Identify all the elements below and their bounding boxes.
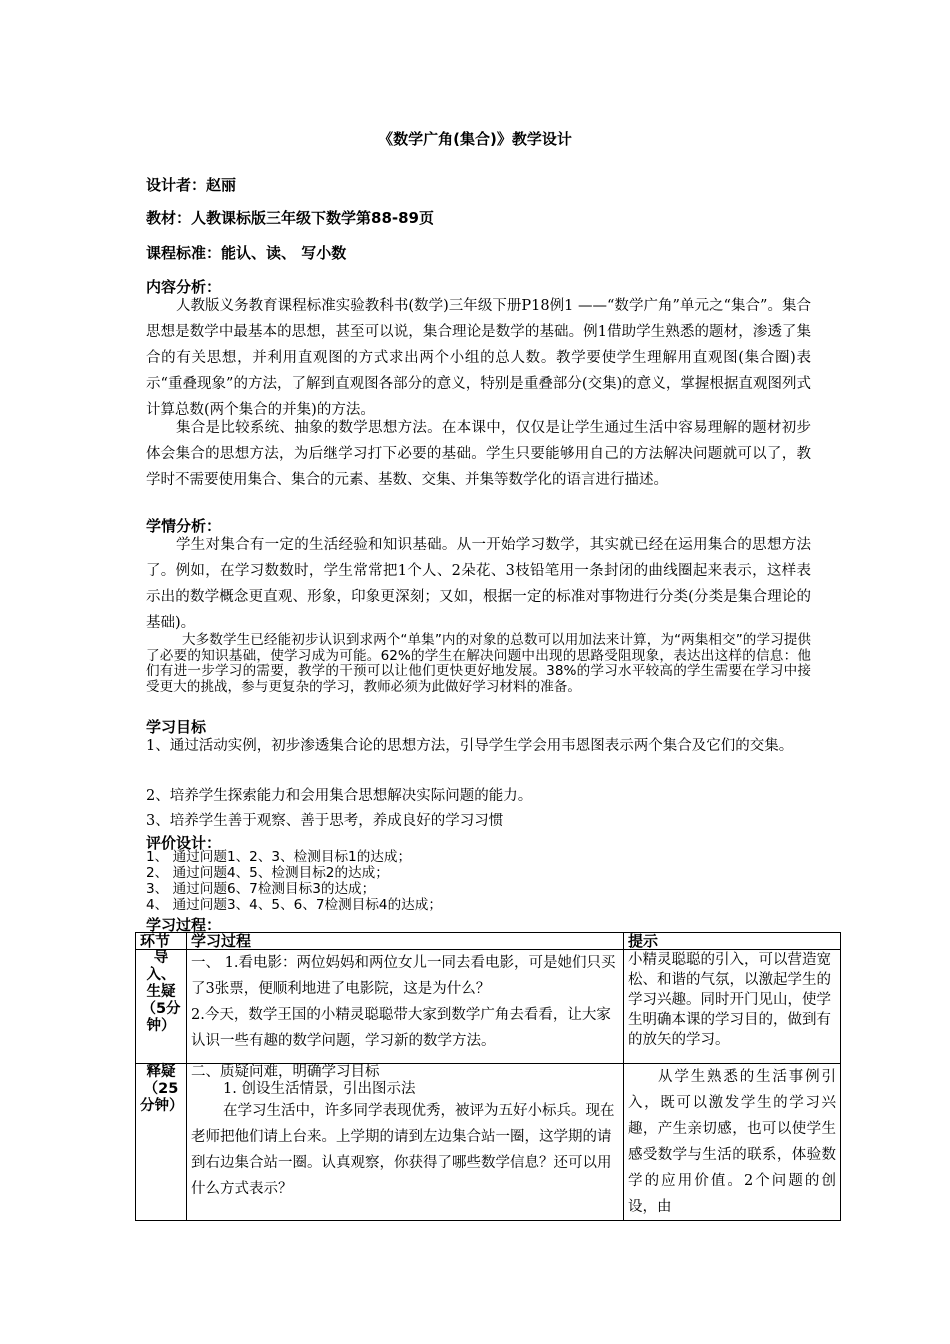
hint-cell: 从学生熟悉的生活事例引入，既可以激发学生的学习兴趣，产生亲切感，也可以使学生感受数学与生活的联系，体验数学的应用价值。2个问题的创设，由 [624,1064,841,1221]
content-analysis-paragraph-2: 集合是比较系统、抽象的数学思想方法。在本课中，仅仅是让学生通过生活中容易理解的题材初步体会集合的思想方法，为后继学习打下必要的基础。学生只要能够用自己的方法解决问题就可以了，教学时不需要使用集合、集合的元素、基数、交集、并集等数学化的语言进行描述。 [146,420,811,488]
process-table [135,932,841,1221]
textbook-line: 教材：人教课标版三年级下数学第88-89页 [146,209,434,227]
hint-cell: 小精灵聪聪的引入，可以营造宽松、和谐的气氛，以激起学生的学习兴趣。同时开门见山，使学生明确本课的学习目的，做到有的放矢的学习。 [624,950,841,1064]
column-header-process: 学习过程 [187,933,624,950]
learner-analysis-heading: 学情分析： [146,517,222,535]
process-text: 1. 创设生活情景，引出图示法 [223,1081,416,1097]
objectives-heading: 学习目标 [146,718,207,736]
column-header-stage: 环节 [136,933,187,950]
objective-item-2: 2、培养学生探索能力和会用集合思想解决实际问题的能力。 [146,788,533,804]
process-text: 2.今天，数学王国的小精灵聪聪带大家到数学广角去看看，让大家认识一些有趣的数学问题，学习新的数学方法。 [191,1007,611,1049]
evaluation-item-1: 1、 通过问题1、2、3、检测目标1的达成； [146,849,412,865]
content-analysis-paragraph-1: 人教版义务教育课程标准实验教科书(数学)三年级下册P18例1 ——“数学广角”单元之“集合”。集合思想是数学中最基本的思想，甚至可以说，集合理论是数学的基础。例1借助学生熟悉的题材，渗透了集合的有关思想，并利用直观图的方式求出两个小组的总人数。教学要使学生理解用直观图(集合圈)表示“重叠现象”的方法，了解到直观图各部分的意义，特别是重叠部分(交集)的意义，掌握根据直观图列式计算总数(两个集合的并集)的方法。 [146,298,811,418]
evaluation-item-3: 3、 通过问题6、7检测目标3的达成； [146,881,376,897]
evaluation-item-4: 4、 通过问题3、4、5、6、7检测目标4的达成； [146,897,442,913]
stage-cell: 导入、生疑（5分钟） [136,950,187,1064]
process-table-header-row [136,933,841,950]
learner-analysis-paragraph-1: 学生对集合有一定的生活经验和知识基础。从一开始学习数学，其实就已经在运用集合的思想方法了。例如，在学习数数时，学生常常把1个人、2朵花、3枝铅笔用一条封闭的曲线圈起来表示，这样表示出的数学概念更直观、形象，印象更深刻；又如，根据一定的标准对事物进行分类(分类是集合理论的基础)。 [146,537,811,631]
process-heading: 学习过程： [146,916,222,934]
process-text: 在学习生活中，许多同学表现优秀，被评为五好小标兵。现在老师把他们请上台来。上学期的请到左边集合站一圈，这学期的请到右边集合站一圈。认真观察，你获得了哪些数学信息？还可以用什么方式表示？ [191,1103,615,1197]
learner-analysis-paragraph-2: 大多数学生已经能初步认识到求两个“单集”内的对象的总数可以用加法来计算，为“两集相交”的学习提供了必要的知识基础，使学习成为可能。62%的学生在解决问题中出现的思路受阻现象，表达出这样的信息：他们有进一步学习的需要，教学的干预可以让他们更快更好地发展。38%的学习水平较高的学生需要在学习中接受更大的挑战，参与更复杂的学习，教师必须为此做好学习材料的准备。 [146,632,811,695]
designer-line: 设计者：赵丽 [146,176,237,194]
standard-line: 课程标准：能认、读、 写小数 [146,244,347,262]
column-header-hint: 提示 [624,933,841,950]
document-title: 《数学广角(集合)》教学设计 [378,130,572,148]
process-text: 二、质疑问难，明确学习目标 [191,1064,380,1080]
objective-item-1: 1、通过活动实例，初步渗透集合论的思想方法，引导学生学会用韦恩图表示两个集合及它们的交集。 [146,738,794,754]
table-row [136,950,841,1064]
objective-item-3: 3、培养学生善于观察、善于思考，养成良好的学习习惯 [146,813,504,829]
content-analysis-heading: 内容分析： [146,278,222,296]
evaluation-heading: 评价设计： [146,834,222,852]
table-row [136,1064,841,1221]
process-text: 一、 1.看电影：两位妈妈和两位女儿一同去看电影，可是她们只买了3张票，便顺利地进了电影院，这是为什么？ [191,955,616,997]
evaluation-item-2: 2、 通过问题4、5、检测目标2的达成； [146,865,389,881]
process-cell [187,950,624,1064]
process-cell [187,1064,624,1221]
stage-cell: 释疑（25分钟） [136,1064,187,1221]
